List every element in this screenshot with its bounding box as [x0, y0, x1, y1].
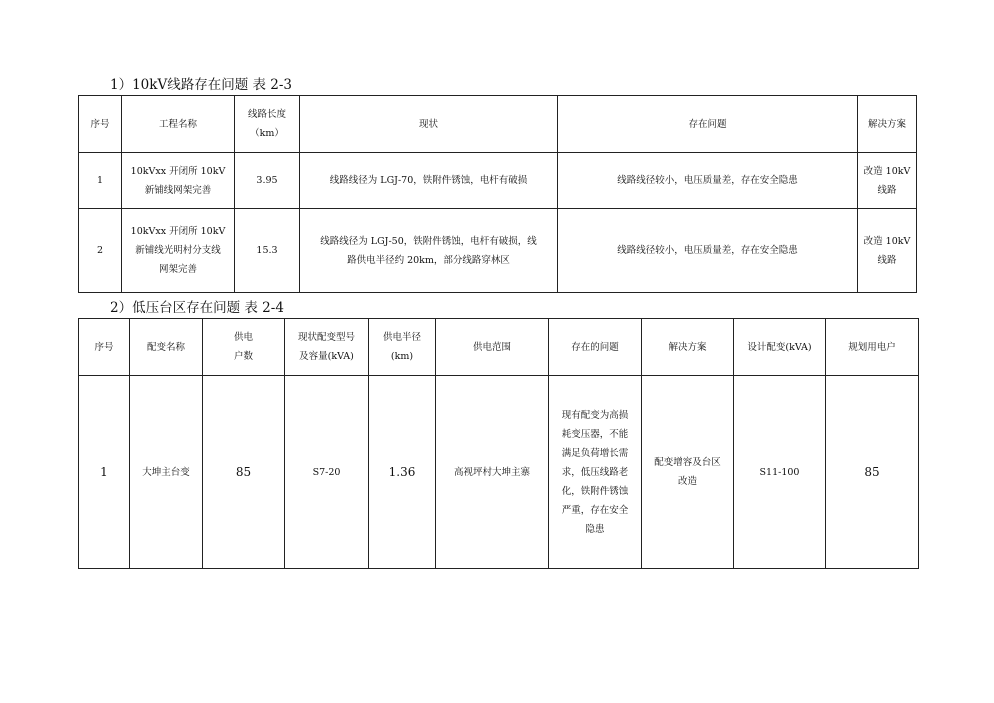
header-cell: 现状配变型号 及容量(kVA)	[285, 319, 369, 376]
header-cell: 现状	[300, 96, 558, 153]
header-cell: 供电范围	[436, 319, 549, 376]
line-problems-table	[78, 95, 917, 293]
table-cell: 1.36	[369, 376, 436, 569]
table2-caption: 2）低压台区存在问题 表 2-4	[110, 300, 284, 316]
table-cell: 高视坪村大坤主寨	[436, 376, 549, 569]
header-cell: 序号	[79, 96, 122, 153]
header-cell: 设计配变(kVA)	[734, 319, 826, 376]
table-row	[79, 209, 917, 293]
header-cell: 存在问题	[558, 96, 858, 153]
header-cell: 工程名称	[122, 96, 235, 153]
header-cell: 解决方案	[642, 319, 734, 376]
table-cell: 现有配变为高损 耗变压器，不能 满足负荷增长需 求，低压线路老 化，铁附件锈蚀 严重，存在安全 隐患	[549, 376, 642, 569]
header-cell: 配变名称	[130, 319, 203, 376]
table-cell: S7-20	[285, 376, 369, 569]
table-cell: 1	[79, 153, 122, 209]
table-header-row	[79, 96, 917, 153]
header-cell: 存在的问题	[549, 319, 642, 376]
header-cell: 解决方案	[858, 96, 917, 153]
table-cell: 改造 10kV 线路	[858, 153, 917, 209]
table-cell: 配变增容及台区 改造	[642, 376, 734, 569]
table-cell: 2	[79, 209, 122, 293]
table-cell: 15.3	[235, 209, 300, 293]
table-cell: 线路线径较小，电压质量差，存在安全隐患	[558, 209, 858, 293]
header-cell: 序号	[79, 319, 130, 376]
header-cell: 规划用电户	[826, 319, 919, 376]
lv-area-problems-table	[78, 318, 919, 569]
table-cell: 85	[826, 376, 919, 569]
table1-caption: 1）10kV线路存在问题 表 2-3	[110, 77, 293, 93]
table-cell: 大坤主台变	[130, 376, 203, 569]
table-row	[79, 376, 919, 569]
table-row	[79, 153, 917, 209]
table-cell: 10kVxx 开闭所 10kV 新铺线网架完善	[122, 153, 235, 209]
table-cell: 3.95	[235, 153, 300, 209]
table-cell: 线路线径较小，电压质量差，存在安全隐患	[558, 153, 858, 209]
table-cell: 线路线径为 LGJ-50，铁附件锈蚀，电杆有破损，线 路供电半径约 20km，部分线路穿林区	[300, 209, 558, 293]
table-cell: S11-100	[734, 376, 826, 569]
table-cell: 线路线径为 LGJ-70，铁附件锈蚀，电杆有破损	[300, 153, 558, 209]
table-cell: 改造 10kV 线路	[858, 209, 917, 293]
table-header-row	[79, 319, 919, 376]
table-cell: 85	[203, 376, 285, 569]
header-cell: 线路长度 （km）	[235, 96, 300, 153]
table-cell: 10kVxx 开闭所 10kV 新铺线光明村分支线 网架完善	[122, 209, 235, 293]
header-cell: 供电 户数	[203, 319, 285, 376]
header-cell: 供电半径 (km)	[369, 319, 436, 376]
table-cell: 1	[79, 376, 130, 569]
